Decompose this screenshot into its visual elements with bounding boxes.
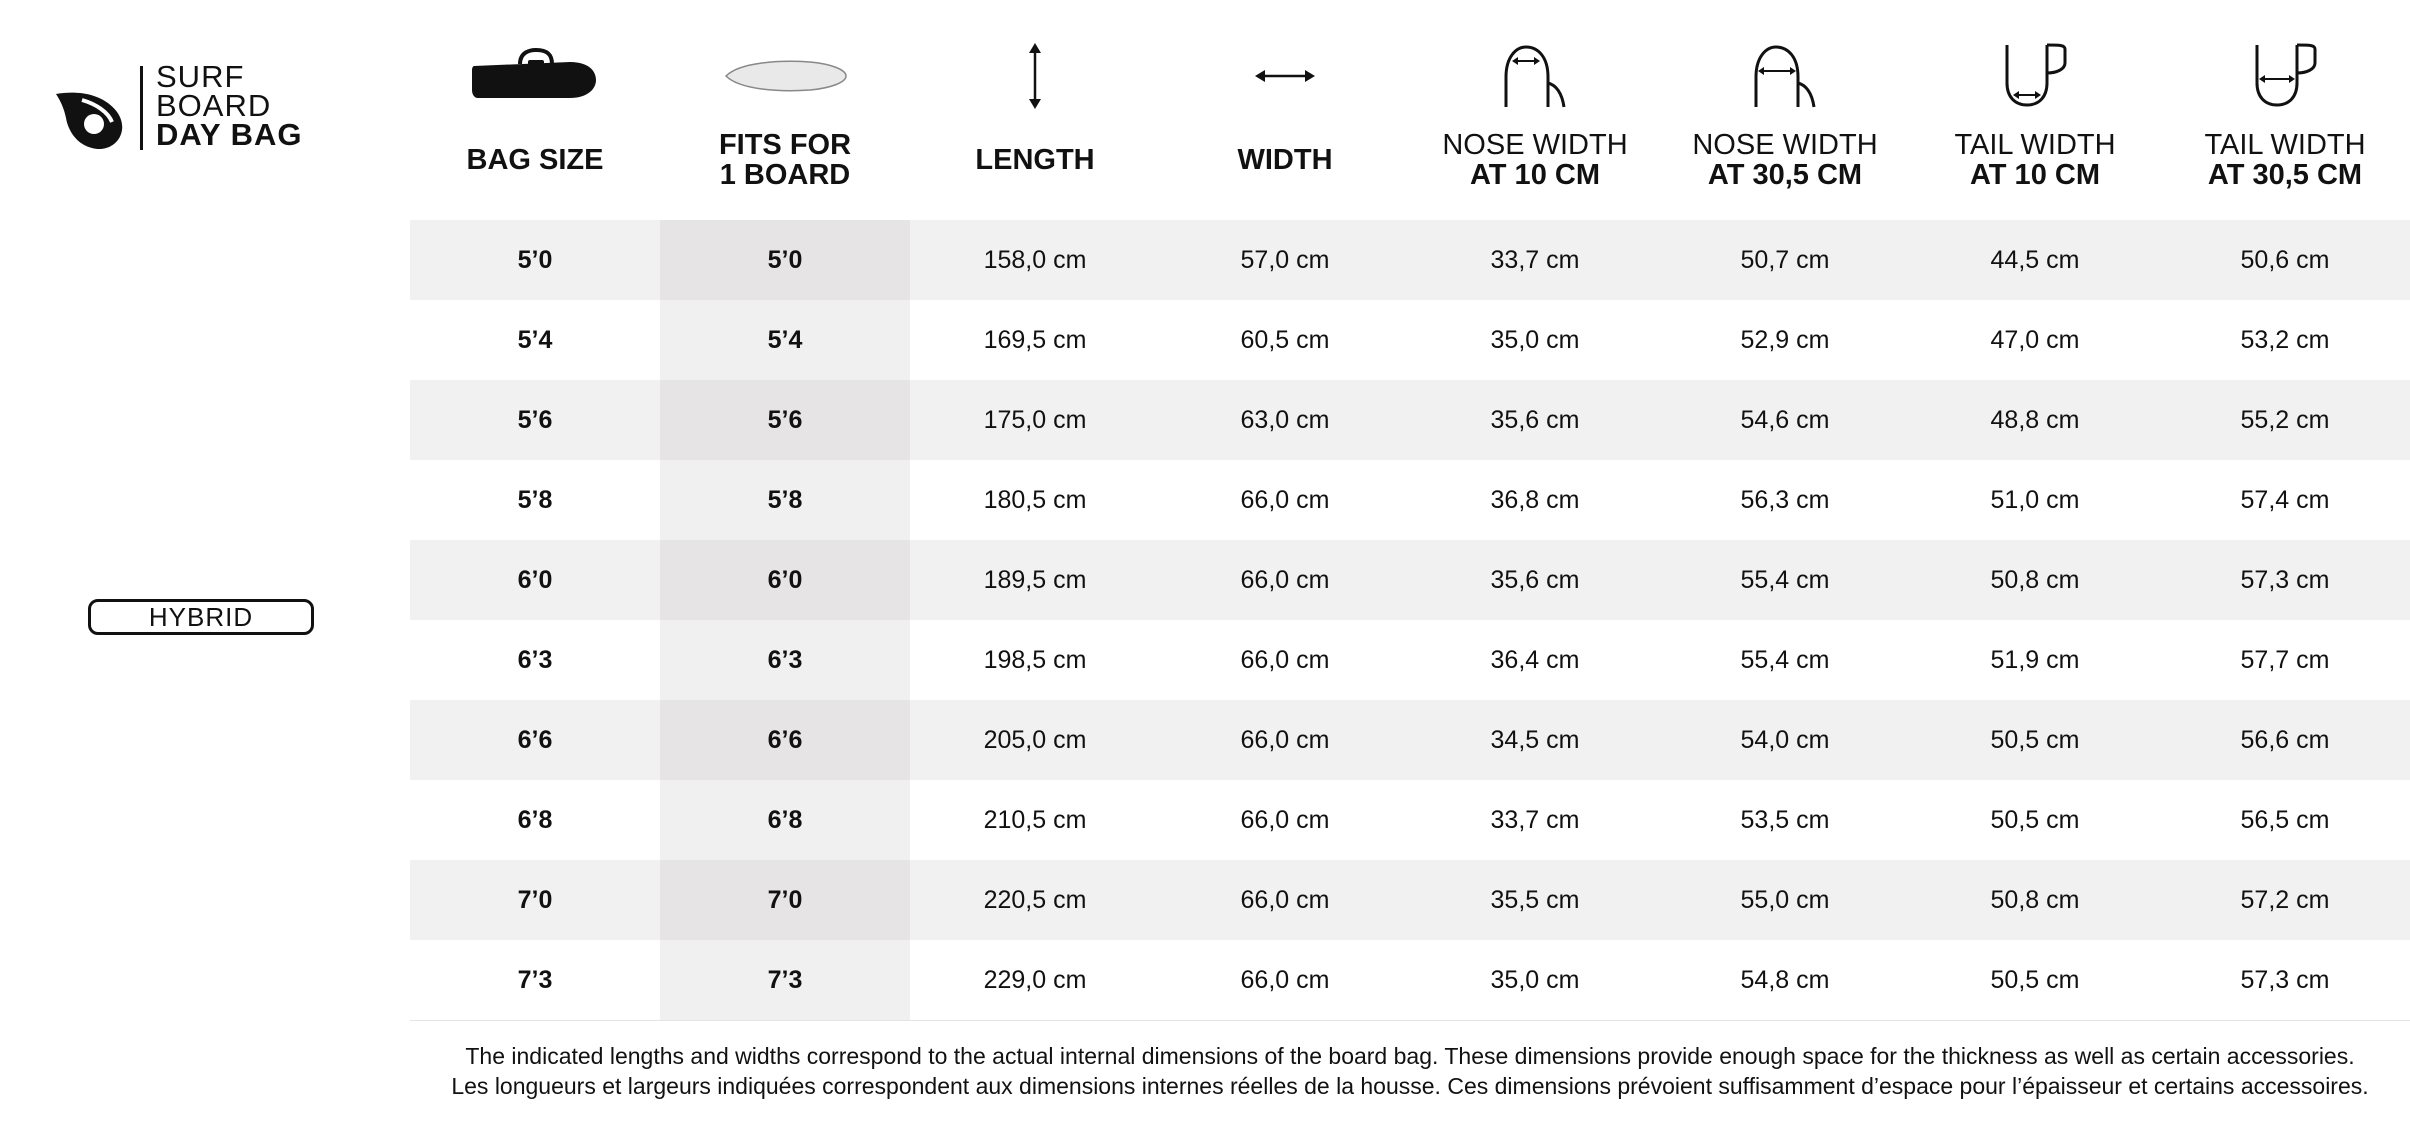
header-fits-for [660,0,910,220]
header-tail-width-10 [1910,0,2160,220]
table-row [410,300,2410,380]
table-row [410,220,2410,300]
bag-size-cell: 5’0 [517,245,553,274]
measurement-cell: 54,0 cm [1740,725,1830,754]
header-sublabel: AT 30,5 CM [2207,159,2363,191]
brand-line-1: SURF [156,59,245,94]
measurement-cell: 47,0 cm [1990,325,2080,354]
header-sublabel: AT 10 CM [1970,159,2100,191]
measurement-cell: 55,2 cm [2240,405,2330,434]
measurement-cell: 158,0 cm [983,245,1087,274]
measurement-cell: 36,4 cm [1490,645,1580,674]
measurement-cell: 55,0 cm [1740,885,1830,914]
header-sublabel: AT 30,5 CM [1707,159,1863,191]
measurement-cell: 50,5 cm [1990,805,2080,834]
tail-width-30-icon [2249,43,2321,109]
measurement-cell: 63,0 cm [1240,405,1330,434]
measurement-cell: 51,9 cm [1990,645,2080,674]
measurement-cell: 57,0 cm [1240,245,1330,274]
brand-line-2: BOARD [156,88,272,123]
measurement-cell: 57,2 cm [2240,885,2330,914]
fits-for-cell: 7’0 [767,885,803,914]
fits-for-cell: 6’3 [767,645,803,674]
measurement-cell: 169,5 cm [983,325,1087,354]
note-french: Les longueurs et largeurs indiquées correspondent aux dimensions internes réelles de la housse. Ces dimensions prévoient suffisamment d’espace pour l’épaisseur et certains accessoires. [451,1073,2369,1099]
table-header [410,0,2410,220]
measurement-cell: 44,5 cm [1990,245,2080,274]
header-nose-width-30 [1660,0,1910,220]
measurement-cell: 53,5 cm [1740,805,1830,834]
logo-divider [140,66,143,150]
measurement-cell: 35,5 cm [1490,885,1580,914]
header-sublabel: 1 BOARD [719,159,851,191]
brand-line-3: DAY BAG [156,117,303,152]
measurement-cell: 54,8 cm [1740,965,1830,994]
table-row [410,540,2410,620]
measurement-cell: 220,5 cm [983,885,1087,914]
measurement-cell: 54,6 cm [1740,405,1830,434]
measurement-cell: 35,6 cm [1490,405,1580,434]
width-arrow-icon [1253,66,1317,86]
bag-size-cell: 6’8 [517,805,553,834]
table-row [410,460,2410,540]
bag-size-cell: 7’0 [517,885,553,914]
measurement-cell: 35,0 cm [1490,325,1580,354]
measurement-cell: 55,4 cm [1740,645,1830,674]
fits-for-cell: 6’8 [767,805,803,834]
measurement-cell: 51,0 cm [1990,485,2080,514]
fits-for-cell: 6’0 [767,565,803,594]
header-label: BAG SIZE [466,144,604,176]
measurement-cell: 60,5 cm [1240,325,1330,354]
length-arrow-icon [1025,41,1045,111]
measurement-cell: 50,6 cm [2240,245,2330,274]
header-label: LENGTH [975,144,1095,176]
size-chart-table [410,0,2410,1020]
fits-for-cell: 5’4 [767,325,803,354]
fits-for-cell: 5’0 [767,245,803,274]
measurement-cell: 229,0 cm [983,965,1087,994]
measurement-cell: 33,7 cm [1490,805,1580,834]
measurement-cell: 198,5 cm [983,645,1087,674]
header-label: NOSE WIDTH [1692,129,1878,161]
measurement-cell: 66,0 cm [1240,725,1330,754]
bag-size-cell: 5’8 [517,485,553,514]
measurement-cell: 50,5 cm [1990,725,2080,754]
nose-width-10-icon [1500,43,1570,109]
measurement-cell: 57,4 cm [2240,485,2330,514]
measurement-cell: 57,3 cm [2240,965,2330,994]
measurement-cell: 50,7 cm [1740,245,1830,274]
measurement-cell: 66,0 cm [1240,965,1330,994]
measurement-cell: 205,0 cm [983,725,1087,754]
measurement-cell: 35,0 cm [1490,965,1580,994]
measurement-cell: 56,5 cm [2240,805,2330,834]
header-bag-size [410,0,660,220]
header-label: WIDTH [1237,144,1333,176]
measurement-cell: 175,0 cm [983,405,1087,434]
measurement-cell: 33,7 cm [1490,245,1580,274]
brand-name [156,59,303,152]
measurement-cell: 57,3 cm [2240,565,2330,594]
measurement-cell: 48,8 cm [1990,405,2080,434]
board-bag-icon [470,46,600,106]
measurement-cell: 56,3 cm [1740,485,1830,514]
measurement-cell: 36,8 cm [1490,485,1580,514]
measurement-cell: 189,5 cm [983,565,1087,594]
fits-for-cell: 5’6 [767,405,803,434]
note-english: The indicated lengths and widths correspond to the actual internal dimensions of the board bag. These dimensions provide enough space for the thickness as well as certain accessories. [465,1043,2355,1069]
bag-size-cell: 7’3 [517,965,553,994]
bag-size-cell: 6’0 [517,565,553,594]
brand-logo [52,59,352,162]
surfboard-icon [720,56,850,96]
measurement-cell: 56,6 cm [2240,725,2330,754]
header-label: TAIL WIDTH [2204,129,2366,161]
measurement-cell: 50,8 cm [1990,565,2080,594]
measurement-cell: 66,0 cm [1240,565,1330,594]
measurement-cell: 35,6 cm [1490,565,1580,594]
measurement-cell: 50,8 cm [1990,885,2080,914]
table-row [410,940,2410,1020]
header-label: FITS FOR [718,129,852,161]
header-sublabel: AT 10 CM [1470,159,1600,191]
measurement-cell: 66,0 cm [1240,805,1330,834]
header-width [1160,0,1410,220]
product-type-badge: HYBRID [88,599,314,635]
fits-for-cell: 5’8 [767,485,803,514]
measurement-cell: 66,0 cm [1240,645,1330,674]
measurement-cell: 52,9 cm [1740,325,1830,354]
table-row [410,700,2410,780]
measurement-cell: 210,5 cm [983,805,1087,834]
bag-size-cell: 5’4 [517,325,553,354]
measurement-cell: 180,5 cm [983,485,1087,514]
bag-size-cell: 5’6 [517,405,553,434]
header-nose-width-10 [1410,0,1660,220]
table-row [410,860,2410,940]
header-label: TAIL WIDTH [1954,129,2116,161]
measurement-cell: 57,7 cm [2240,645,2330,674]
footer-notes [410,1020,2410,1101]
table-row [410,780,2410,860]
measurement-cell: 66,0 cm [1240,485,1330,514]
header-label: NOSE WIDTH [1442,129,1628,161]
tail-width-10-icon [1999,43,2071,109]
header-tail-width-30 [2160,0,2410,220]
fits-for-cell: 7’3 [767,965,803,994]
table-body [410,220,2410,1020]
bag-size-cell: 6’6 [517,725,553,754]
nose-width-30-icon [1750,43,1820,109]
flame-logo-icon [52,74,128,150]
measurement-cell: 55,4 cm [1740,565,1830,594]
measurement-cell: 50,5 cm [1990,965,2080,994]
table-row [410,620,2410,700]
measurement-cell: 34,5 cm [1490,725,1580,754]
bag-size-cell: 6’3 [517,645,553,674]
header-length [910,0,1160,220]
measurement-cell: 66,0 cm [1240,885,1330,914]
table-row [410,380,2410,460]
fits-for-cell: 6’6 [767,725,803,754]
measurement-cell: 53,2 cm [2240,325,2330,354]
